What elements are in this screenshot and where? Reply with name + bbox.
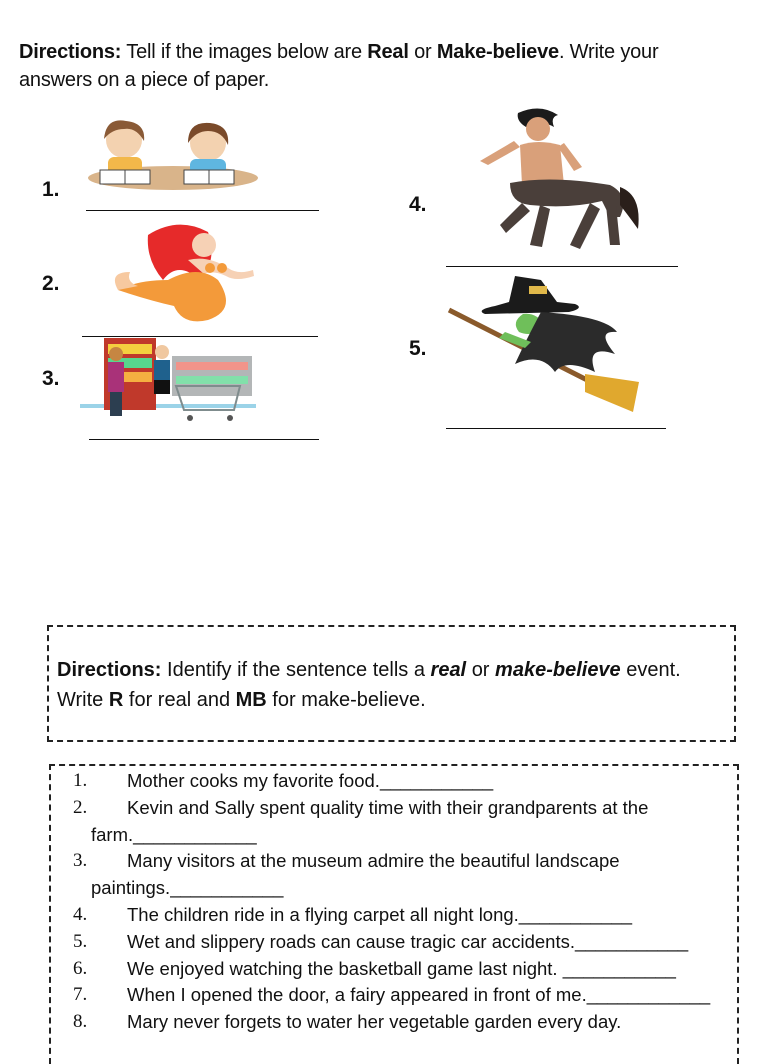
witch-on-broom-icon xyxy=(445,272,645,420)
sentence-text: Wet and slippery roads can cause tragic car accidents.___________ xyxy=(127,930,689,952)
item-number: 8. xyxy=(73,1011,88,1033)
item-number: 4. xyxy=(73,903,88,925)
two-kids-reading-icon xyxy=(86,115,261,195)
directions-text: Tell if the images below are xyxy=(126,41,362,63)
sentence-text: The children ride in a flying carpet all night long.___________ xyxy=(127,903,632,925)
write-word: Write xyxy=(57,689,104,711)
sentence-text: Many visitors at the museum admire the beautiful landscape xyxy=(127,850,620,872)
sentence-continuation: farm.____________ xyxy=(91,823,257,845)
or-word: or xyxy=(414,41,432,63)
item-number: 2. xyxy=(73,796,88,818)
item-number-5: 5. xyxy=(409,337,427,360)
item-number-1: 1. xyxy=(42,178,60,201)
make-believe-word: Make-believe xyxy=(436,41,559,63)
item-number: 5. xyxy=(73,930,88,952)
real-word: Real xyxy=(367,41,409,63)
list-item xyxy=(70,848,730,902)
real-word-2: real xyxy=(430,659,467,681)
make-believe-word-2: make-believe xyxy=(495,659,621,681)
sentence-text: Kevin and Sally spent quality time with their grandparents at the xyxy=(127,796,649,818)
item-number-2: 2. xyxy=(42,272,60,295)
directions-label-2: Directions: xyxy=(57,659,162,681)
answer-line-1[interactable] xyxy=(86,210,319,211)
item-number: 6. xyxy=(73,957,88,979)
or-word-2: or xyxy=(471,659,490,681)
list-item xyxy=(70,956,730,983)
mermaid-icon xyxy=(108,220,258,326)
directions-2-text: Identify if the sentence tells a xyxy=(167,659,425,681)
sentence-text: Mother cooks my favorite food.___________ xyxy=(127,770,494,791)
list-item xyxy=(70,902,730,929)
item-number: 7. xyxy=(73,984,88,1006)
mb-code: MB xyxy=(235,689,267,711)
directions-2 xyxy=(57,655,727,715)
directions-label: Directions: xyxy=(19,41,122,63)
directions-1 xyxy=(19,38,719,94)
for-mb-text: for make-believe. xyxy=(272,689,426,711)
sentence-continuation: paintings.___________ xyxy=(91,877,284,899)
item-number-3: 3. xyxy=(42,367,60,390)
answer-line-5[interactable] xyxy=(446,428,666,429)
answer-line-3[interactable] xyxy=(89,439,319,440)
sentence-list xyxy=(70,768,730,1036)
event-word: event. xyxy=(626,659,681,681)
sentence-text: When I opened the door, a fairy appeared in front of me.____________ xyxy=(127,984,711,1006)
sentence-text: Mary never forgets to water her vegetable garden every day. xyxy=(127,1011,622,1033)
list-item xyxy=(70,982,730,1009)
list-item xyxy=(70,795,730,849)
answer-line-4[interactable] xyxy=(446,266,678,267)
item-number: 3. xyxy=(73,850,88,872)
directions-text-end: . Write your answers on a piece of paper. xyxy=(19,41,659,91)
list-item xyxy=(70,768,730,795)
grocery-shoppers-icon xyxy=(80,336,256,426)
r-code: R xyxy=(108,689,124,711)
item-number-4: 4. xyxy=(409,193,427,216)
item-number: 1. xyxy=(73,770,88,791)
for-real-text: for real and xyxy=(128,689,231,711)
list-item xyxy=(70,929,730,956)
centaur-icon xyxy=(470,105,645,257)
list-item xyxy=(70,1009,730,1036)
sentence-text: We enjoyed watching the basketball game last night. ___________ xyxy=(127,957,676,979)
